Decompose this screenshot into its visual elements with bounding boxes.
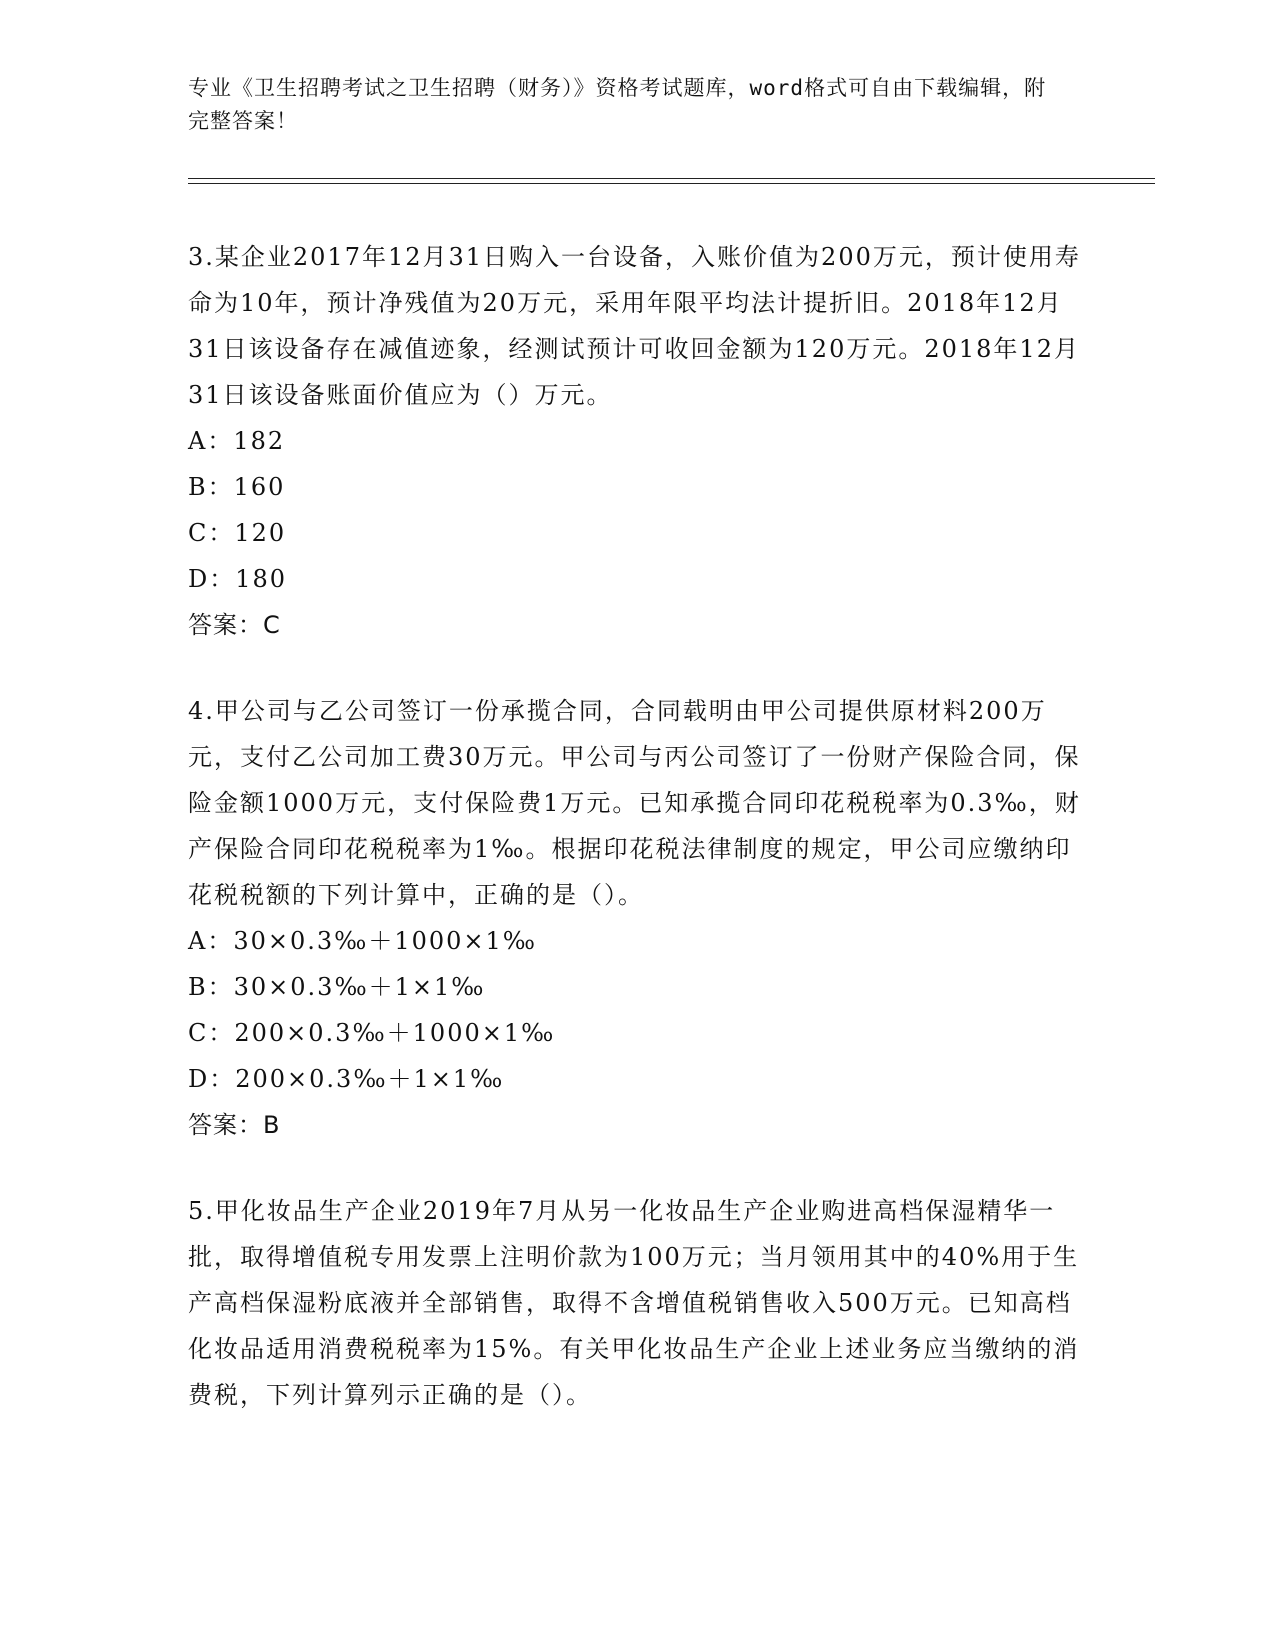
option-c: C：120 [188,519,287,547]
header-divider-top [188,178,1155,179]
question-text: 5.甲化妆品生产企业2019年7月从另一化妆品生产企业购进高档保湿精华一批，取得增值税专用发票上注明价款为100万元；当月领用其中的40%用于生产高档保湿粉底液并全部销售，取得不含增值税销售收入500万元。已知高档化妆品适用消费税税率为15%。有关甲化妆品生产企业上述业务应当缴纳的消费税，下列计算列示正确的是（）。 [188,1197,1080,1409]
question-3 [188,234,1088,648]
question-text: 4.甲公司与乙公司签订一份承揽合同，合同载明由甲公司提供原材料200万元，支付乙公司加工费30万元。甲公司与丙公司签订了一份财产保险合同，保险金额1000万元，支付保险费1万元。已知承揽合同印花税税率为0.3‰，财产保险合同印花税税率为1‰。根据印花税法律制度的规定，甲公司应缴纳印花税税额的下列计算中，正确的是（）。 [188,697,1081,909]
question-5 [188,1188,1088,1418]
question-4 [188,688,1088,1148]
answer-line: 答案：B [188,1111,281,1139]
option-b: B：30×0.3‰＋1×1‰ [188,973,486,1001]
header-divider-bottom [188,183,1155,184]
document-header: 专业《卫生招聘考试之卫生招聘（财务）》资格考试题库，word格式可自由下载编辑，附完整答案！ [188,76,1047,133]
answer-line: 答案：C [188,611,281,639]
question-text: 3.某企业2017年12月31日购入一台设备，入账价值为200万元，预计使用寿命为10年，预计净残值为20万元，采用年限平均法计提折旧。2018年12月31日该设备存在减值迹象，经测试预计可收回金额为120万元。2018年12月31日该设备账面价值应为（）万元。 [188,243,1081,409]
option-a: A：182 [188,427,286,455]
question-list [188,234,1088,1458]
option-d: D：200×0.3‰＋1×1‰ [188,1065,505,1093]
option-d: D：180 [188,565,288,593]
option-b: B：160 [188,473,286,501]
option-a: A：30×0.3‰＋1000×1‰ [188,927,538,955]
option-c: C：200×0.3‰＋1000×1‰ [188,1019,556,1047]
